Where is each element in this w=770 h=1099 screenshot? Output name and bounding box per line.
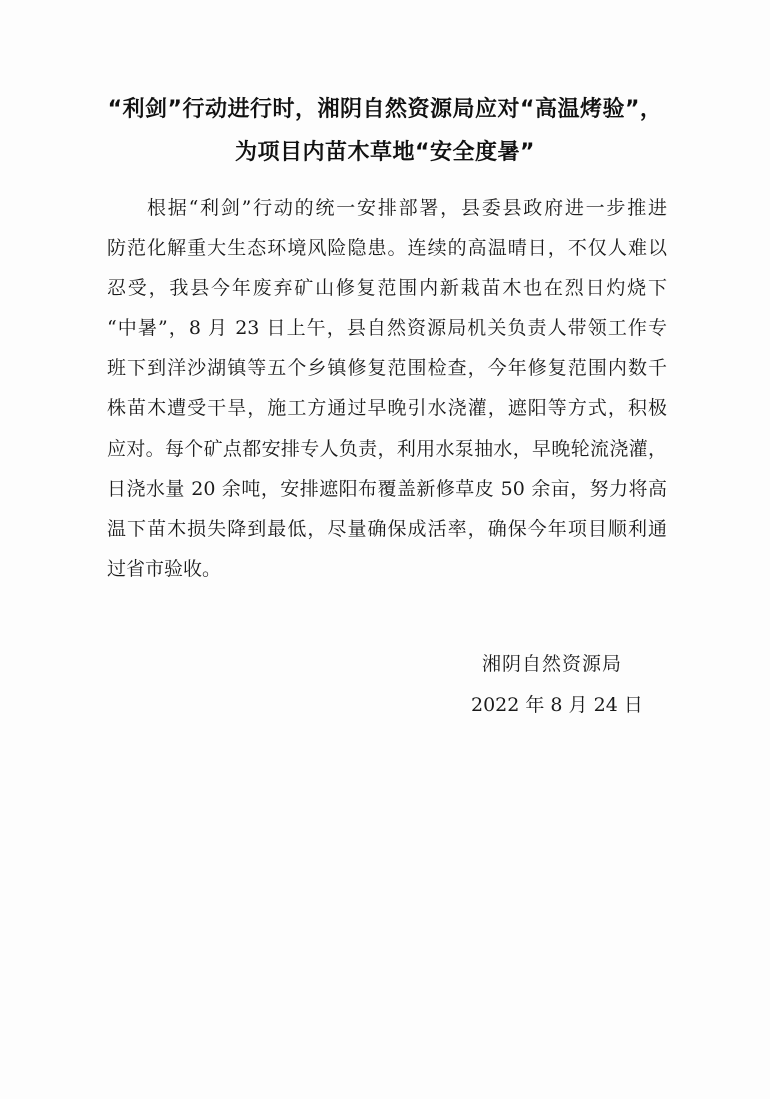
paragraph-line: 根据“利剑”行动的统一安排部署，县委县政府进一步推进 (147, 197, 667, 219)
paragraph-line: 过省市验收。 (107, 558, 222, 580)
title-line-1: “利剑”行动进行时，湘阴自然资源局应对“高温烤验”， (107, 97, 663, 122)
title-line-2: 为项目内苗木草地“安全度暑” (235, 140, 535, 165)
paragraph-line: 温下苗木损失降到最低，尽量确保成活率，确保今年项目顺利通 (107, 518, 667, 540)
paragraph-line: 防范化解重大生态环境风险隐患。连续的高温晴日，不仅人难以 (107, 237, 667, 259)
signature-organization: 湘阴自然资源局 (482, 653, 623, 675)
signature-date: 2022 年 8 月 24 日 (471, 694, 643, 716)
paragraph-line: 班下到洋沙湖镇等五个乡镇修复范围检查，今年修复范围内数千 (107, 357, 667, 379)
paragraph-line: 日浇水量 20 余吨，安排遮阳布覆盖新修草皮 50 余亩，努力将高 (107, 478, 667, 500)
paragraph-line: 忍受，我县今年废弃矿山修复范围内新栽苗木也在烈日灼烧下 (107, 277, 667, 299)
paragraph-line: 株苗木遭受干旱，施工方通过早晚引水浇灌，遮阳等方式，积极 (107, 397, 667, 419)
paragraph-line: “中暑”，8 月 23 日上午，县自然资源局机关负责人带领工作专 (107, 317, 667, 339)
paragraph-line: 应对。每个矿点都安排专人负责，利用水泵抽水，早晚轮流浇灌， (107, 438, 667, 460)
